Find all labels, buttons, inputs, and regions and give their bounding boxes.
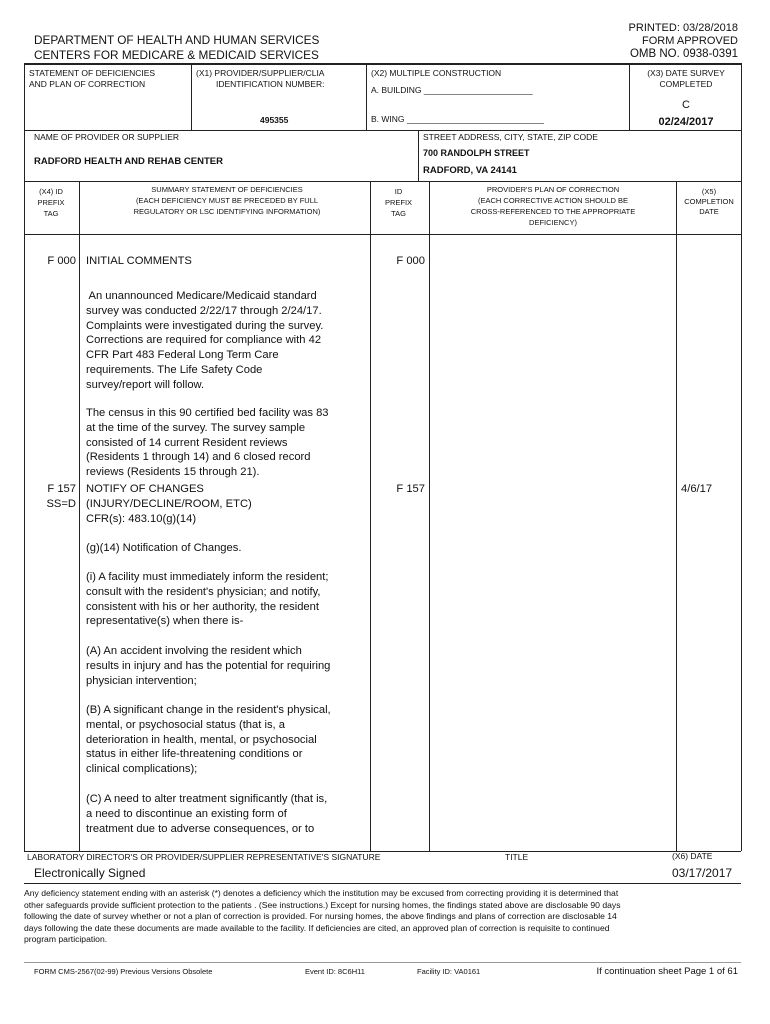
x4-header-1: (X4) ID xyxy=(39,187,63,196)
paragraph-inform xyxy=(86,570,386,629)
x1-label-2: IDENTIFICATION NUMBER: xyxy=(216,79,325,89)
text-line: survey was conducted 2/22/17 through 2/24/17. xyxy=(86,304,322,317)
text-line: The census in this 90 certified bed facility was 83 xyxy=(86,407,329,419)
text-line: physician intervention; xyxy=(86,674,197,687)
paragraph-census xyxy=(86,406,386,480)
x2-label: (X2) MULTIPLE CONSTRUCTION xyxy=(371,68,502,78)
wing-label: B. WING _____________________________ xyxy=(371,114,544,124)
divider xyxy=(191,64,192,130)
id-header-3: TAG xyxy=(391,209,406,218)
form-approved: FORM APPROVED xyxy=(642,35,738,47)
top-border xyxy=(24,63,741,65)
text-line: deterioration in health, mental, or psychosocial xyxy=(86,733,317,746)
paragraph-accident xyxy=(86,644,386,688)
disclaimer-line: other safeguards provide sufficient protection to the patients . (See instructions.) Except for nursing homes, the findings stated above are disclosable 90 days xyxy=(24,899,621,910)
summary-header-3: REGULATORY OR LSC IDENTIFYING INFORMATION) xyxy=(133,207,321,216)
column-line xyxy=(429,181,430,851)
department-title: DEPARTMENT OF HEALTH AND HUMAN SERVICES xyxy=(34,33,320,47)
disclaimer-line: program participation. xyxy=(24,934,108,945)
tag-f157-right: F 157 xyxy=(396,483,425,495)
notify-of-changes xyxy=(86,482,386,526)
completion-date: 4/6/17 xyxy=(681,483,713,495)
plan-header-1: PROVIDER'S PLAN OF CORRECTION xyxy=(486,185,620,194)
text-line: consisted of 14 current Resident reviews xyxy=(86,436,288,449)
form-number: FORM CMS-2567(02-99) Previous Versions Obsolete xyxy=(34,967,213,976)
divider xyxy=(418,130,419,181)
text-line: CFR(s): 483.10(g)(14) xyxy=(86,512,197,525)
centers-title: CENTERS FOR MEDICARE & MEDICAID SERVICES xyxy=(34,48,319,62)
text-line: (Residents 1 through 14) and 6 closed record xyxy=(86,451,311,464)
text-line: representative(s) when there is- xyxy=(86,615,244,628)
text-line: (A) An accident involving the resident which xyxy=(86,645,302,657)
statement-label-2: AND PLAN OF CORRECTION xyxy=(29,79,146,89)
summary-header-1: SUMMARY STATEMENT OF DEFICIENCIES xyxy=(151,185,303,194)
divider xyxy=(24,962,741,963)
text-line: NOTIFY OF CHANGES xyxy=(86,483,204,495)
tag-f157-left: F 157 xyxy=(47,483,76,495)
disclaimer-line: following the date of survey whether or not a plan of correction is provided. For nursing homes, the above findings and plans of correction are disclosable 14 xyxy=(24,911,617,922)
divider xyxy=(366,64,367,130)
disclaimer-line: days following the date these documents are made available to the facility. If deficiencies are cited, an approved plan of correction is requisite to continued xyxy=(24,922,610,933)
address-street: 700 RANDOLPH STREET xyxy=(423,148,530,158)
text-line: mental, or psychosocial status (that is, a xyxy=(86,718,285,731)
initial-comments: INITIAL COMMENTS xyxy=(86,255,192,267)
address-city: RADFORD, VA 24141 xyxy=(423,165,517,176)
paragraph-survey xyxy=(86,289,386,393)
plan-header-3: CROSS-REFERENCED TO THE APPROPRIATE xyxy=(470,207,636,216)
x4-header-2: PREFIX xyxy=(37,198,65,207)
divider xyxy=(24,130,741,131)
provider-name: RADFORD HEALTH AND REHAB CENTER xyxy=(34,156,223,167)
x4-header-3: TAG xyxy=(43,209,59,218)
right-border xyxy=(741,63,742,851)
signature-value: Electronically Signed xyxy=(34,866,146,880)
signature-label: LABORATORY DIRECTOR'S OR PROVIDER/SUPPLIER REPRESENTATIVE'S SIGNATURE xyxy=(27,852,381,862)
divider xyxy=(24,883,741,884)
omb-number: OMB NO. 0938-0391 xyxy=(629,48,738,60)
text-line: consult with the resident's physician; and notify, xyxy=(86,585,321,598)
x1-label-1: (X1) PROVIDER/SUPPLIER/CLIA xyxy=(196,68,325,78)
x3-label-2: COMPLETED xyxy=(659,79,713,89)
text-line: consistent with his or her authority, the resident xyxy=(86,600,319,613)
text-line: survey/report will follow. xyxy=(86,378,205,391)
x3-code: C xyxy=(682,99,690,111)
signature-date: 03/17/2017 xyxy=(672,866,733,880)
text-line: a need to discontinue an existing form of xyxy=(86,807,287,820)
x5-header-1: (X5) xyxy=(701,187,717,196)
id-header-1: ID xyxy=(394,187,403,196)
text-line: reviews (Residents 15 through 21). xyxy=(86,466,260,479)
statement-label-1: STATEMENT OF DEFICIENCIES xyxy=(29,68,156,78)
event-id: Event ID: 8C6H11 xyxy=(305,967,365,976)
x3-label-1: (X3) DATE SURVEY xyxy=(647,68,725,78)
text-line: An unannounced Medicare/Medicaid standard xyxy=(86,290,317,302)
text-line: Corrections are required for compliance with 42 xyxy=(86,334,322,347)
column-line xyxy=(676,181,677,851)
title-label: TITLE xyxy=(505,852,529,862)
id-header-2: PREFIX xyxy=(384,198,413,207)
paragraph-significant-change xyxy=(86,703,386,777)
text-line: (i) A facility must immediately inform the resident; xyxy=(86,571,329,583)
tag-f000-right: F 000 xyxy=(396,255,425,267)
column-line xyxy=(79,181,80,851)
plan-header-4: DEFICIENCY) xyxy=(529,218,577,227)
disclaimer-line: Any deficiency statement ending with an asterisk (*) denotes a deficiency which the institution may be excused from correcting providing it is determined that xyxy=(24,888,619,898)
divider xyxy=(24,234,741,235)
text-line: at the time of the survey. The survey sample xyxy=(86,421,306,434)
text-line: (g)(14) Notification of Changes. xyxy=(86,542,242,554)
text-line: results in injury and has the potential for requiring xyxy=(86,659,331,672)
text-line: Complaints were investigated during the survey. xyxy=(86,319,324,332)
text-line: CFR Part 483 Federal Long Term Care xyxy=(86,349,279,362)
printed-date: PRINTED: 03/28/2018 xyxy=(628,22,738,34)
x5-header-2: COMPLETION xyxy=(684,197,734,206)
scope-severity: SS=D xyxy=(46,498,76,510)
left-border xyxy=(24,63,25,851)
building-label: A. BUILDING _______________________ xyxy=(371,85,533,95)
divider xyxy=(24,181,741,182)
text-line: clinical complications); xyxy=(86,763,198,776)
address-label: STREET ADDRESS, CITY, STATE, ZIP CODE xyxy=(423,132,598,142)
provider-label: NAME OF PROVIDER OR SUPPLIER xyxy=(34,132,179,142)
disclaimer xyxy=(24,888,744,946)
text-line: (C) A need to alter treatment significantly (that is, xyxy=(86,793,328,805)
x1-value: 495355 xyxy=(260,115,289,125)
text-line: (B) A significant change in the resident's physical, xyxy=(86,704,331,716)
page-number: If continuation sheet Page 1 of 61 xyxy=(596,966,738,977)
text-line: (INJURY/DECLINE/ROOM, ETC) xyxy=(86,497,252,510)
summary-header-2: (EACH DEFICIENCY MUST BE PRECEDED BY FULL xyxy=(135,196,319,205)
facility-id: Facility ID: VA0161 xyxy=(417,967,481,976)
plan-header-2: (EACH CORRECTIVE ACTION SHOULD BE xyxy=(477,196,629,205)
tag-f000-left: F 000 xyxy=(47,255,76,267)
text-line: treatment due to adverse consequences, or to xyxy=(86,822,315,835)
x3-date: 02/24/2017 xyxy=(658,116,714,128)
paragraph-alter-treatment xyxy=(86,792,386,836)
x5-header-3: DATE xyxy=(699,207,719,216)
text-line: status in either life-threatening conditions or xyxy=(86,748,303,761)
date-label: (X6) DATE xyxy=(672,851,713,861)
paragraph-notification xyxy=(86,541,386,556)
text-line: requirements. The Life Safety Code xyxy=(86,363,263,376)
